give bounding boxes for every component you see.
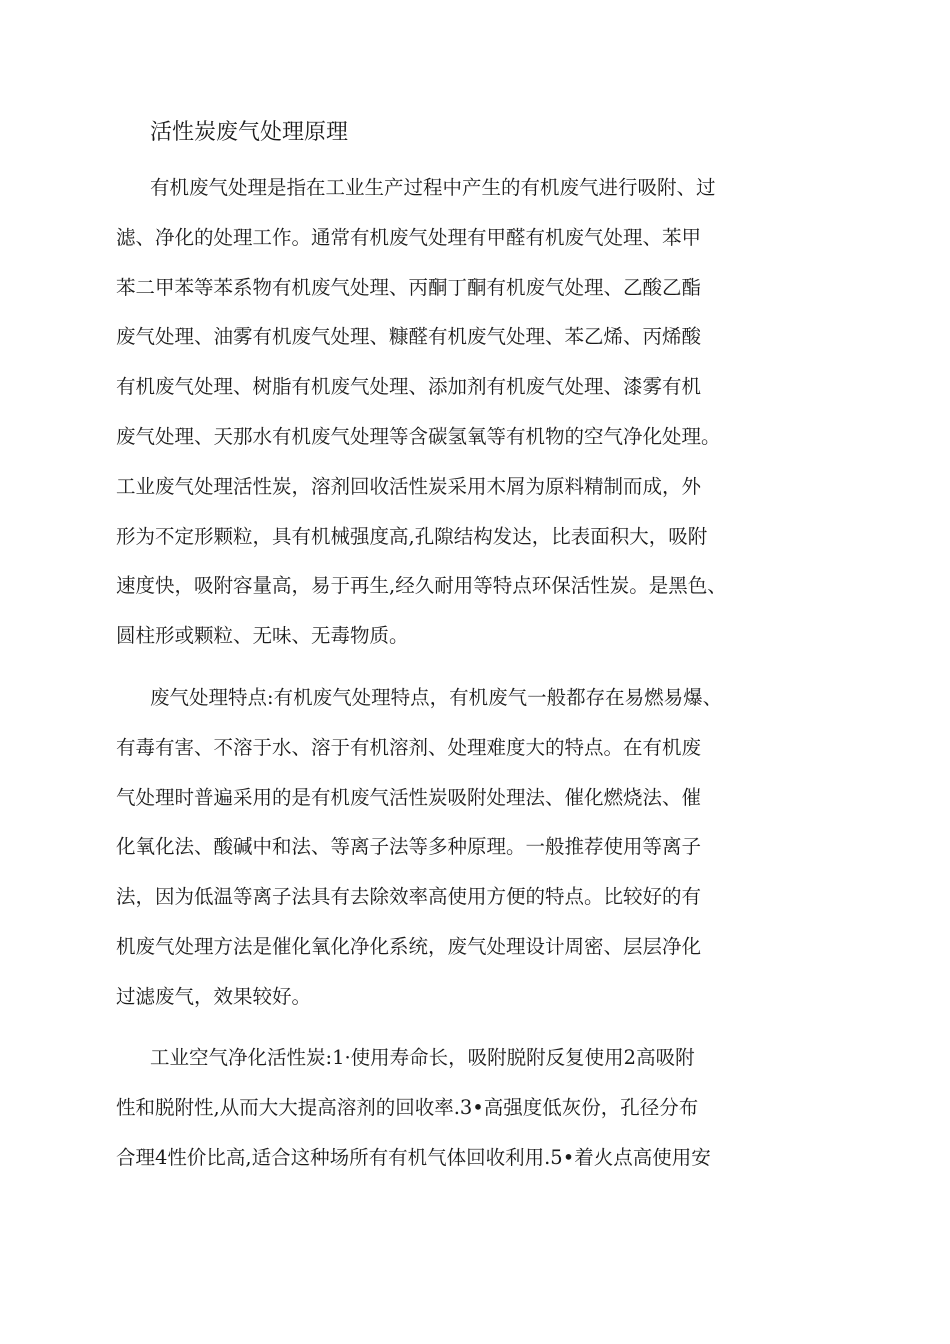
paragraph-line: 苯二甲苯等苯系物有机废气处理、丙酮丁酮有机废气处理、乙酸乙酯 <box>116 275 702 299</box>
paragraph-line: 过滤废气，效果较好。 <box>116 984 312 1008</box>
paragraph-line: 速度快，吸附容量高，易于再生,经久耐用等特点环保活性炭。是黑色、 <box>116 574 727 598</box>
paragraph-line: 机废气处理方法是催化氧化净化系统，废气处理设计周密、层层净化 <box>116 934 702 958</box>
paragraph-line: 废气处理、天那水有机废气处理等含碳氢氧等有机物的空气净化处理。 <box>116 424 721 448</box>
paragraph-intro <box>116 163 727 661</box>
paragraph-line: 形为不定形颗粒，具有机械强度高,孔隙结构发达，比表面积大，吸附 <box>116 524 708 548</box>
paragraph-line: 法，因为低温等离子法具有去除效率高使用方便的特点。比较好的有 <box>116 885 702 909</box>
paragraph-line: 有毒有害、不溶于水、溶于有机溶剂、处理难度大的特点。在有机废 <box>116 735 702 759</box>
paragraph-line: 合理4性价比高,适合这种场所有有机气体回收利用.5•着火点高使用安 <box>116 1145 711 1169</box>
paragraph-line: 有机废气处理、树脂有机废气处理、添加剂有机废气处理、漆雾有机 <box>116 375 702 399</box>
paragraph-line: 化氧化法、酸碱中和法、等离子法等多种原理。一般推荐使用等离子 <box>116 835 702 859</box>
document-title: 活性炭废气处理原理 <box>150 120 349 145</box>
paragraph-line: 工业废气处理活性炭，溶剂回收活性炭采用木屑为原料精制而成，外 <box>116 474 702 498</box>
paragraph-line: 工业空气净化活性炭:1·使用寿命长，吸附脱附反复使用2高吸附 <box>150 1046 695 1069</box>
paragraph-line: 有机废气处理是指在工业生产过程中产生的有机废气进行吸附、过 <box>150 176 716 199</box>
paragraph-features <box>116 673 722 1022</box>
paragraph-carbon-advantages <box>116 1033 711 1182</box>
paragraph-line: 滤、净化的处理工作。通常有机废气处理有甲醛有机废气处理、苯甲 <box>116 225 702 249</box>
paragraph-line: 性和脱附性,从而大大提高溶剂的回收率.3•高强度低灰份，孔径分布 <box>116 1095 699 1119</box>
paragraph-line: 废气处理特点:有机废气处理特点，有机废气一般都存在易燃易爆、 <box>150 686 723 709</box>
paragraph-line: 气处理时普遍采用的是有机废气活性炭吸附处理法、催化燃烧法、催 <box>116 785 702 809</box>
paragraph-line: 废气处理、油雾有机废气处理、糠醛有机废气处理、苯乙烯、丙烯酸 <box>116 325 702 349</box>
paragraph-line: 圆柱形或颗粒、无味、无毒物质。 <box>116 624 409 648</box>
